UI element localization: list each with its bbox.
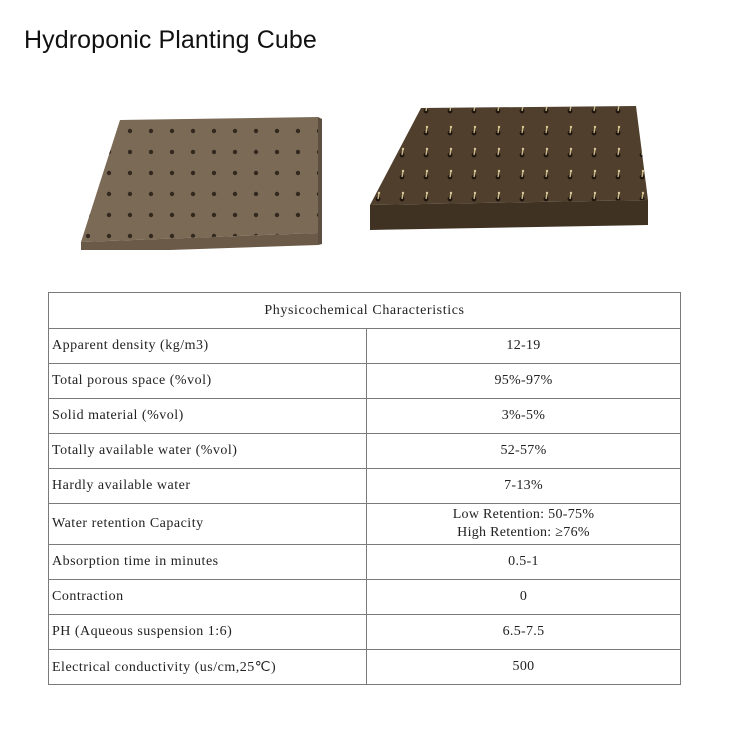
table-row <box>49 504 681 545</box>
row-label: Contraction <box>49 580 367 615</box>
table-row <box>49 650 681 685</box>
page-title: Hydroponic Planting Cube <box>24 26 317 54</box>
row-value <box>367 504 681 545</box>
table-row <box>49 329 681 364</box>
table-row <box>49 545 681 580</box>
table-row <box>49 399 681 434</box>
row-label: Totally available water (%vol) <box>49 434 367 469</box>
row-value: 500 <box>367 650 681 685</box>
table-row <box>49 364 681 399</box>
row-value: 7-13% <box>367 469 681 504</box>
row-label: PH (Aqueous suspension 1:6) <box>49 615 367 650</box>
row-value: 6.5-7.5 <box>367 615 681 650</box>
row-value: 95%-97% <box>367 364 681 399</box>
row-label: Electrical conductivity (us/cm,25℃) <box>49 650 367 685</box>
row-label: Water retention Capacity <box>49 504 367 545</box>
row-label: Hardly available water <box>49 469 367 504</box>
table-row <box>49 580 681 615</box>
table-row <box>49 469 681 504</box>
row-label: Solid material (%vol) <box>49 399 367 434</box>
row-value: 0.5-1 <box>367 545 681 580</box>
row-value: 12-19 <box>367 329 681 364</box>
high-retention-value: High Retention: ≥76% <box>457 525 590 540</box>
row-label: Total porous space (%vol) <box>49 364 367 399</box>
row-value: 3%-5% <box>367 399 681 434</box>
row-value: 0 <box>367 580 681 615</box>
low-retention-value: Low Retention: 50-75% <box>452 507 595 522</box>
product-image-seedling-cube <box>366 100 656 240</box>
physicochemical-table <box>48 292 681 685</box>
table-row <box>49 615 681 650</box>
row-value: 52-57% <box>367 434 681 469</box>
product-image-empty-cube <box>78 100 328 250</box>
row-label: Apparent density (kg/m3) <box>49 329 367 364</box>
table-row <box>49 434 681 469</box>
table-header: Physicochemical Characteristics <box>49 293 681 329</box>
row-label: Absorption time in minutes <box>49 545 367 580</box>
